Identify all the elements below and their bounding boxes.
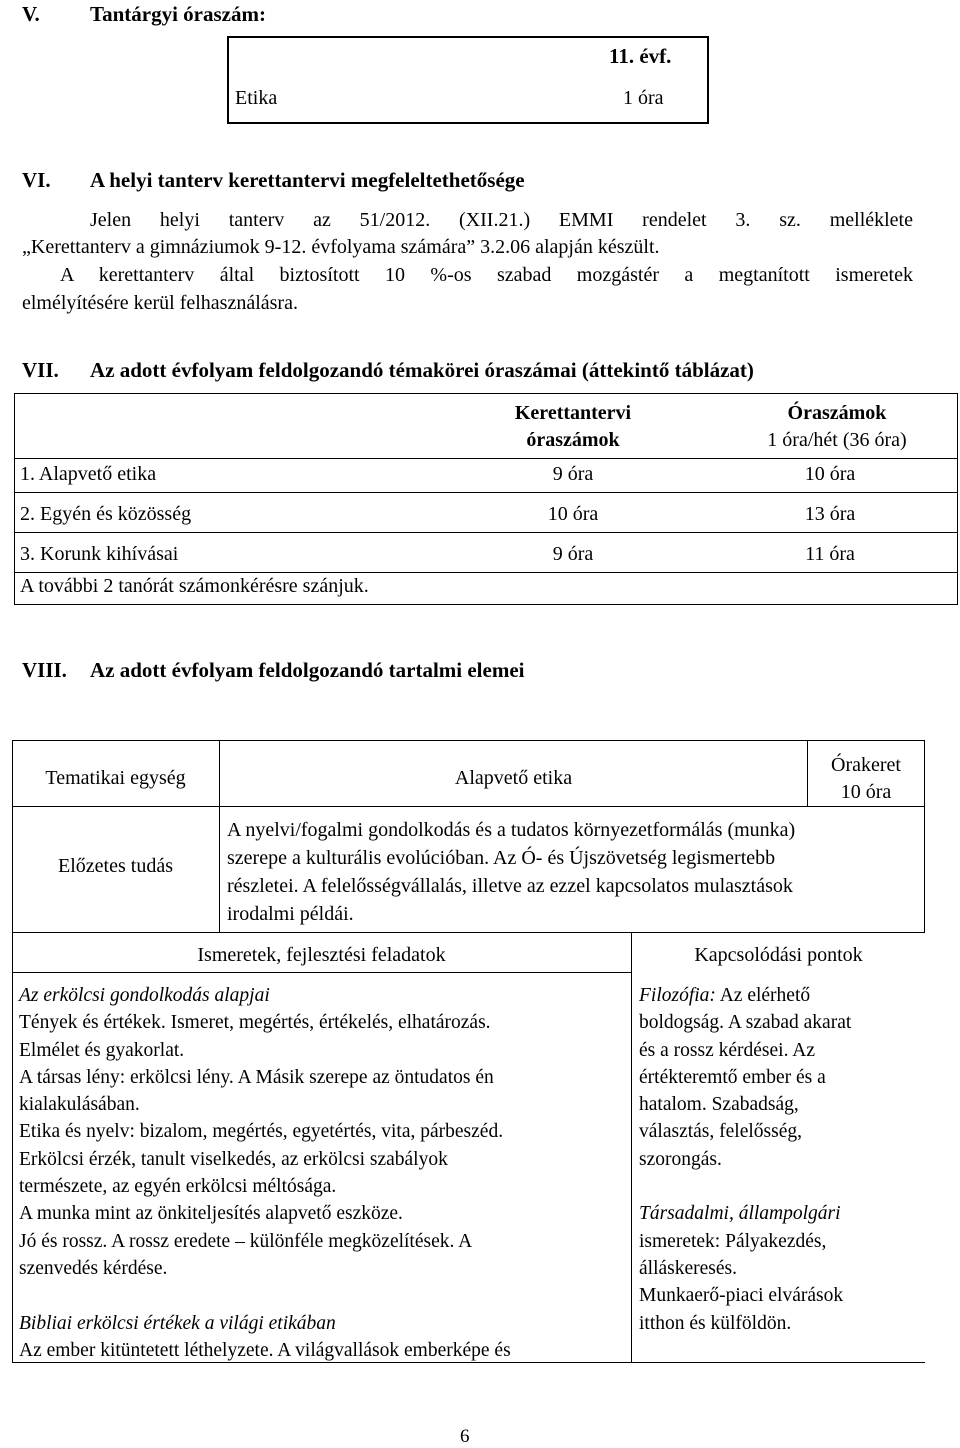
- topics-table: [14, 393, 958, 605]
- link-line: szorongás.: [639, 1148, 722, 1170]
- knowledge-header: Ismeretek, fejlesztési feladatok: [197, 944, 446, 966]
- section-v-title: Tantárgyi óraszám:: [90, 2, 266, 26]
- link-line: értékteremtő ember és a: [639, 1066, 826, 1088]
- topics-row-2-topic: 2. Egyén és közösség: [20, 503, 192, 525]
- section-v-number: V.: [22, 2, 40, 26]
- knowledge-line: Etika és nyelv: bizalom, megértés, egyetértés, vita, párbeszéd.: [19, 1121, 504, 1143]
- unit-label: Tematikai egység: [45, 767, 186, 789]
- link-line: Munkaerő-piaci elvárások: [639, 1285, 844, 1307]
- content-table: [12, 740, 925, 1363]
- prior-line: szerepe a kulturális evolúcióban. Az Ó- és Újszövetség legismertebb: [227, 847, 776, 869]
- link-line: hatalom. Szabadság,: [639, 1094, 799, 1116]
- topics-col1-header: [475, 400, 671, 454]
- hours-table-subject: Etika: [235, 87, 278, 109]
- topics-row-3-topic: 3. Korunk kihívásai: [20, 543, 179, 565]
- knowledge-line: természete, az egyén erkölcsi méltósága.: [19, 1176, 337, 1198]
- link-line: boldogság. A szabad akarat: [639, 1012, 852, 1034]
- knowledge-line: Tények és értékek. Ismeret, megértés, értékelés, elhatározás.: [19, 1012, 491, 1034]
- topics-col2-header-line-1: Óraszámok: [787, 402, 887, 424]
- topics-row-1-local: 10 óra: [804, 463, 856, 485]
- knowledge-line: A társas lény: erkölcsi lény. A Másik szerepe az öntudatos én: [19, 1066, 494, 1088]
- topics-row-1-topic: 1. Alapvető etika: [20, 463, 157, 485]
- vi-paragraph-line-1: Jelen helyi tanterv az 51/2012. (XII.21.) EMMI rendelet 3. sz. melléklete: [90, 209, 913, 231]
- vi-paragraph-line-2: „Kerettanterv a gimnáziumok 9-12. évfolyama számára” 3.2.06 alapján készült.: [22, 236, 660, 258]
- knowledge-line: Az ember kitüntetett léthelyzete. A világvallások emberképe és: [19, 1339, 511, 1361]
- frame-value: 10 óra: [840, 781, 892, 803]
- topics-row-1-frame: 9 óra: [552, 463, 594, 485]
- section-viii-number: VIII.: [22, 658, 67, 682]
- page-number: 6: [460, 1426, 470, 1447]
- frame-hours: [808, 752, 924, 806]
- topics-row-2-local: 13 óra: [804, 503, 856, 525]
- topics-row-2-frame: 10 óra: [547, 503, 599, 525]
- vi-paragraph-line-3: A kerettanterv által biztosított 10 %-os szabad mozgástér a megtanított ismeretek: [60, 264, 913, 286]
- prior-line: irodalmi példái.: [227, 903, 354, 925]
- knowledge-line: A munka mint az önkiteljesítés alapvető eszköze.: [19, 1203, 403, 1225]
- links-text: [639, 982, 919, 1337]
- prior-line: A nyelvi/fogalmi gondolkodás és a tudatos környezetformálás (munka): [227, 819, 796, 841]
- topics-row-3-local: 11 óra: [805, 543, 855, 565]
- vi-paragraph-line-4: elmélyítésére kerül felhasználásra.: [22, 292, 298, 314]
- link-line: ismeretek: Pályakezdés,: [639, 1230, 827, 1252]
- topics-col2-header: [727, 400, 947, 454]
- knowledge-text: [19, 982, 627, 1364]
- topics-note: A további 2 tanórát számonkérésre szánjuk.: [20, 575, 369, 597]
- knowledge-line: Az erkölcsi gondolkodás alapjai: [19, 985, 270, 1006]
- knowledge-line: Jó és rossz. A rossz eredete – különféle megközelítések. A: [19, 1230, 473, 1252]
- prior-knowledge-text: [227, 816, 917, 928]
- link-line: [639, 982, 919, 1009]
- knowledge-line: Erkölcsi érzék, tanult viselkedés, az erkölcsi szabályok: [19, 1148, 448, 1170]
- topics-col1-header-line-1: Kerettantervi: [514, 402, 632, 424]
- hours-table-grade: 11. évf.: [609, 44, 672, 68]
- section-vi-number: VI.: [22, 168, 51, 192]
- hours-table-hours: 1 óra: [623, 87, 664, 109]
- section-vi-title: A helyi tanterv kerettantervi megfeleltethetősége: [90, 168, 525, 192]
- section-viii-title: Az adott évfolyam feldolgozandó tartalmi elemei: [90, 658, 525, 682]
- hours-table: [227, 36, 709, 124]
- topics-col1-header-line-2: óraszámok: [526, 429, 620, 451]
- unit-name: Alapvető etika: [454, 767, 573, 789]
- link-line-text: Az elérhető: [715, 985, 811, 1006]
- links-header: Kapcsolódási pontok: [694, 944, 863, 966]
- knowledge-line: Bibliai erkölcsi értékek a világi etikában: [19, 1312, 336, 1334]
- link-line: álláskeresés.: [639, 1257, 737, 1279]
- link-line-blank: [639, 1173, 919, 1200]
- prior-knowledge-label: Előzetes tudás: [58, 855, 173, 877]
- knowledge-line: Elmélet és gyakorlat.: [19, 1039, 185, 1061]
- link-subject-philosophy: Filozófia:: [639, 985, 716, 1006]
- prior-line: részletei. A felelősségvállalás, illetve az ezzel kapcsolatos mulasztások: [227, 875, 793, 897]
- section-vii-title: Az adott évfolyam feldolgozandó témakörei óraszámai (áttekintő táblázat): [90, 358, 754, 382]
- link-line: választás, felelősség,: [639, 1121, 802, 1143]
- topics-col2-header-line-2: 1 óra/hét (36 óra): [767, 429, 907, 451]
- link-line: és a rossz kérdései. Az: [639, 1039, 815, 1061]
- section-vii-number: VII.: [22, 358, 59, 382]
- knowledge-line-blank: [19, 1282, 627, 1309]
- topics-row-3-frame: 9 óra: [552, 543, 594, 565]
- knowledge-line: kialakulásában.: [19, 1094, 140, 1116]
- link-line: itthon és külföldön.: [639, 1312, 792, 1334]
- knowledge-line: szenvedés kérdése.: [19, 1257, 168, 1279]
- link-subject-social: Társadalmi, állampolgári: [639, 1203, 841, 1225]
- frame-label: Órakeret: [831, 754, 901, 776]
